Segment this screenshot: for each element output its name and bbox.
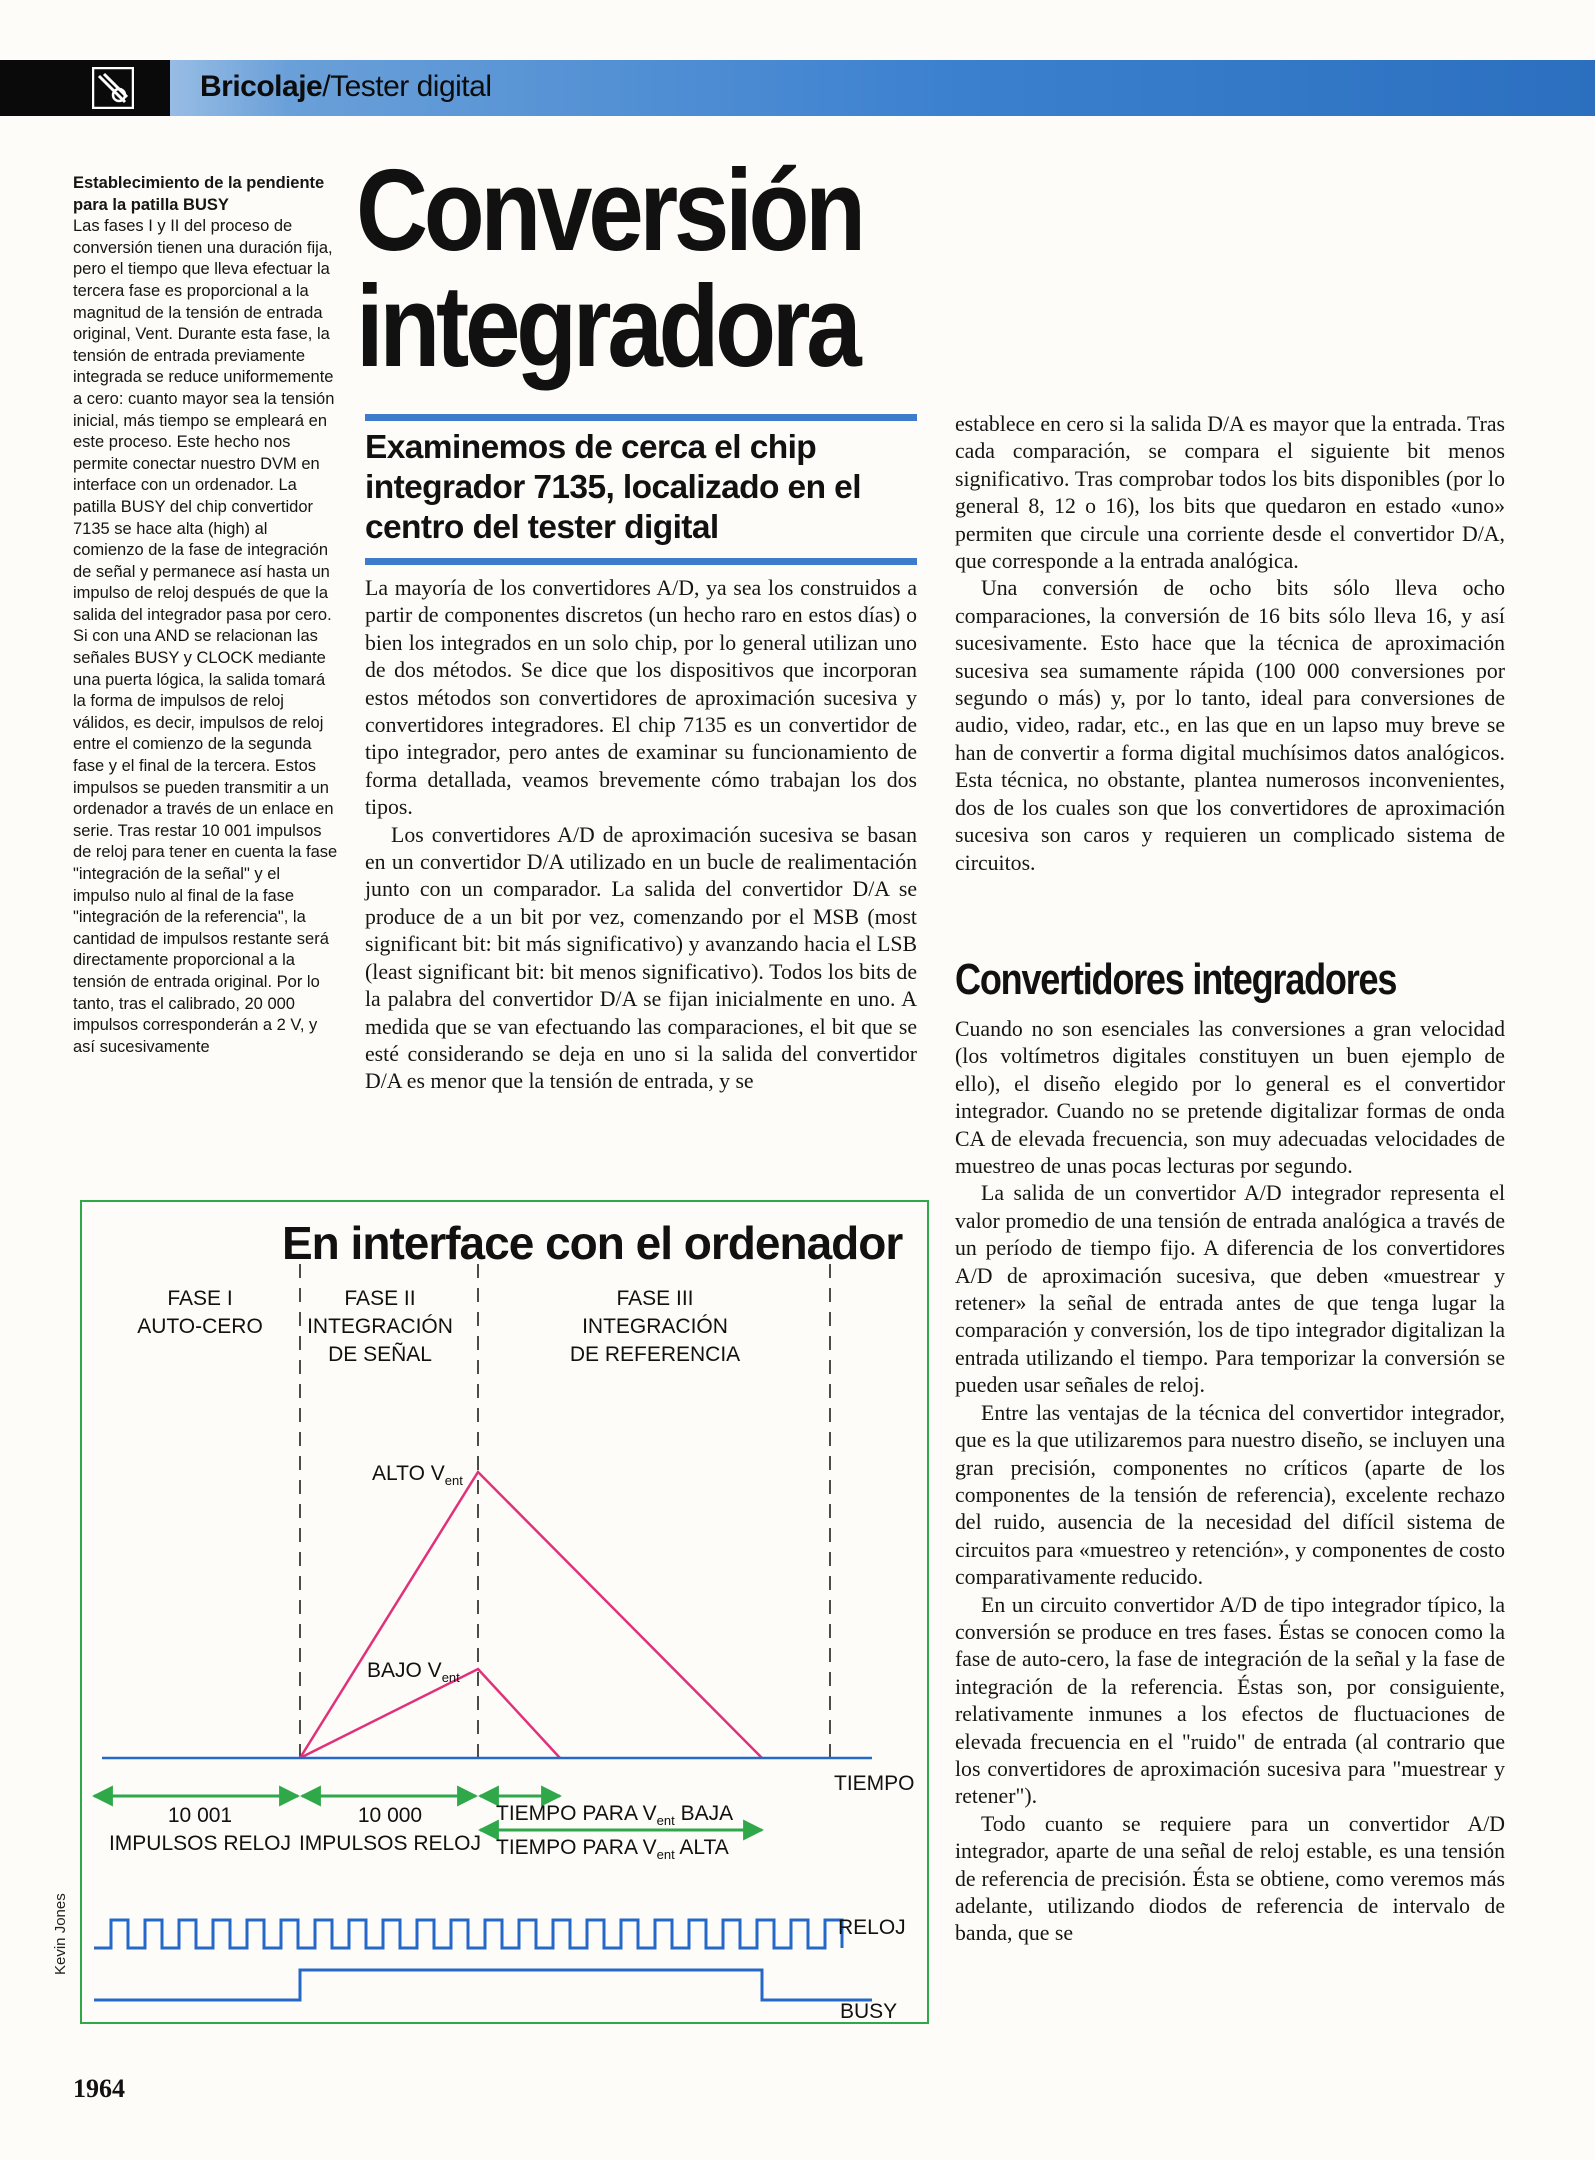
high-input-ramp <box>300 1472 762 1758</box>
section-title <box>200 70 491 104</box>
low-input-subscript: ent <box>441 1670 460 1685</box>
phase-3-sublabel-2: DE REFERENCIA <box>569 1343 741 1366</box>
autozero-pulse-count: 10 001 <box>167 1804 233 1827</box>
phase-2-label: FASE II <box>344 1287 416 1310</box>
low-time-label <box>496 1802 733 1828</box>
phase-1-label: FASE I <box>167 1287 233 1310</box>
paragraph: Una conversión de ocho bits sólo lleva ocho comparaciones, la conversión de 16 bits sólo lleva 16, y así sucesivamente. Esto hace que la técnica de aproximación sucesiva sea sumamente rápida (100 000 conversiones por segundo o más) y, por lo tanto, ideal para conversiones de audio, video, radar, etc., en las que en un lapso muy breve se han de convertir a forma digital muchísimos datos analógicos. Esta técnica, no obstante, plantea numerosos inconvenientes, dos de los cuales son que los convertidores de aproximación sucesiva son caros y requieren un complicado sistema de circuitos. <box>955 576 1505 875</box>
section-header-band <box>0 60 1595 116</box>
timing-diagram-figure <box>80 1200 929 2024</box>
paragraph: En un circuito convertidor A/D de tipo integrador típico, la conversión se produce en tres fases. Éstas se conocen como la fase de auto-cero, la fase de integración de la señal y la fase de integración de la referencia. Éstas son, por consiguiente, relativamente inmunes a los efectos de fluctuaciones de elevada frecuencia en el "ruido" de entrada (al contrario que los convertidores de aproximación sucesiva para "muestrear y retener"). <box>955 1592 1505 1809</box>
phase-3-sublabel: INTEGRACIÓN <box>582 1315 728 1338</box>
subtitle-top-rule <box>365 414 917 421</box>
phase-2-sublabel-2: DE SEÑAL <box>328 1343 432 1366</box>
paragraph: Todo cuanto se requiere para un convertidor A/D integrador, aparte de una señal de reloj estable, es una tensión de referencia de precisión. Ésta se obtiene, como veremos más adelante, utilizando diodos de referencia de intervalo de banda, que se <box>955 1811 1505 1946</box>
busy-waveform <box>94 1970 872 2000</box>
low-input-label <box>367 1659 460 1685</box>
page-number: 1964 <box>73 2074 125 2103</box>
clock-waveform <box>94 1920 842 1948</box>
phase-1-sublabel: AUTO-CERO <box>137 1315 263 1338</box>
sidebar-caption-body: Las fases I y II del proceso de conversión tienen una duración fija, pero el tiempo que lleva efectuar la tercera fase es proporcional a la magnitud de la tensión de entrada original, Vent. Durante esta fase, la tensión de entrada previamente integrada se reduce uniformemente a cero: cuanto mayor sea la tensión inicial, más tiempo se empleará en este proceso. Este hecho nos permite conectar nuestro DVM en interface con un ordenador. La patilla BUSY del chip convertidor 7135 se hace alta (high) al comienzo de la fase de integración de señal y permanece así hasta un impulso de reloj después de que la salida del integrador pasa por cero. Si con una AND se relacionan las señales BUSY y CLOCK mediante una puerta lógica, la salida tomará la forma de impulsos de reloj válidos, es decir, impulsos de reloj entre el comienzo de la segunda fase y el final de la tercera. Estos impulsos se pueden transmitir a un ordenador a través de un enlace en serie. Tras restar 10 001 impulsos de reloj para tener en cuenta la fase "integración de la señal" y el impulso nulo al final de la fase "integración de la referencia", la cantidad de impulsos restante será directamente proporcional a la tensión de entrada original. Por lo tanto, tras el calibrado, 20 000 impulsos corresponderán a 2 V, y así sucesivamente <box>73 217 338 1056</box>
tool-logo-icon <box>92 67 134 109</box>
body-column-2-top <box>955 411 1505 877</box>
paragraph: Los convertidores A/D de aproximación sucesiva se basan en un convertidor D/A utilizado en un bucle de realimentación junto con un comparador. La salida del convertidor D/A se produce de a un bit por vez, comenzando por el MSB (most significant bit: bit más significativo) y avanzando hacia el LSB (least significant bit: bit menos significativo). Todos los bits de la palabra del convertidor D/A se fijan inicialmente en uno. A medida que se van efectuando las comparaciones, el bit que se esté considerando se deja en uno si la salida del convertidor D/A es menor que la tensión de entrada, y se <box>365 822 917 1094</box>
paragraph: La salida de un convertidor A/D integrador representa el valor promedio de una tensión de entrada analógica a través de un período de tiempo fijo. A diferencia de los convertidores A/D de aproximación sucesiva, que deben «muestrear y retener» la señal de entrada antes de que tenga lugar la comparación y conversión, los de tipo integrador digitalizan la entrada utilizando el tiempo. Para temporizar la conversión se pueden usar señales de reloj. <box>955 1181 1505 1398</box>
autozero-pulse-unit: IMPULSOS RELOJ <box>108 1832 292 1855</box>
section-heading: Convertidores integradores <box>955 955 1397 1004</box>
subtitle-bottom-rule <box>365 558 917 565</box>
time-axis-label: TIEMPO <box>834 1772 915 1795</box>
article-title-line-2: integradora <box>356 261 858 391</box>
timing-diagram <box>82 1202 927 2022</box>
busy-label: BUSY <box>840 2000 898 2022</box>
article-title <box>356 145 906 391</box>
high-time-subscript: ent <box>656 1847 675 1862</box>
low-input-ramp <box>300 1669 560 1758</box>
low-time-subscript: ent <box>656 1813 675 1828</box>
body-column-2-bottom <box>955 1016 1505 1948</box>
phase-3-label: FASE III <box>616 1287 694 1310</box>
high-time-suffix: ALTA <box>674 1836 729 1859</box>
section-name-bold: Bricolaje <box>200 70 323 103</box>
high-time-label-text: TIEMPO PARA V <box>496 1836 657 1859</box>
section-name-rest: /Tester digital <box>322 70 492 103</box>
clock-label: RELOJ <box>838 1916 906 1939</box>
signal-pulse-count: 10 000 <box>357 1804 423 1827</box>
low-input-label-text: BAJO V <box>367 1659 442 1682</box>
low-time-suffix: BAJA <box>674 1802 734 1825</box>
paragraph: La mayoría de los convertidores A/D, ya sea los construidos a partir de componentes discretos (un hecho raro en estos días) o bien los integrados en un solo chip, por lo general utilizan uno de dos métodos. Se dice que los dispositivos que incorporan estos métodos son convertidores de aproximación sucesiva y convertidores integradores. El chip 7135 es un convertidor de tipo integrador, pero antes de examinar su funcionamiento de forma detallada, veamos brevemente cómo trabajan los dos tipos. <box>365 576 917 820</box>
paragraph: establece en cero si la salida D/A es mayor que la entrada. Tras cada comparación, se compara el siguiente bit menos significativo. Tras comprobar todos los bits disponibles (por lo general 8, 12 o 16), los bits que quedaron en estado «uno» permiten que circule una corriente desde el convertidor D/A, que corresponde a la entrada analógica. <box>955 412 1505 574</box>
article-subtitle: Examinemos de cerca el chip integrador 7135, localizado en el centro del tester digital <box>365 429 861 546</box>
header-logo-box <box>0 60 170 116</box>
paragraph: Cuando no son esenciales las conversiones a gran velocidad (los voltímetros digitales constituyen un buen ejemplo de ello), el diseño elegido por lo general es el convertidor integrador. Cuando no se pretende digitalizar formas de onda CA de elevada frecuencia, son muy adecuadas velocidades de muestreo de unas pocas lecturas por segundo. <box>955 1017 1505 1179</box>
body-column-1 <box>365 575 917 1096</box>
figure-title: En interface con el ordenador <box>282 1217 903 1269</box>
signal-pulse-unit: IMPULSOS RELOJ <box>298 1832 482 1855</box>
high-input-label <box>372 1462 463 1488</box>
high-input-subscript: ent <box>444 1473 463 1488</box>
phase-2-sublabel: INTEGRACIÓN <box>307 1315 453 1338</box>
high-input-label-text: ALTO V <box>372 1462 445 1485</box>
sidebar-caption-title: Establecimiento de la pendiente para la patilla BUSY <box>73 174 325 214</box>
low-time-label-text: TIEMPO PARA V <box>496 1802 657 1825</box>
high-time-label <box>496 1836 729 1862</box>
paragraph: Entre las ventajas de la técnica del convertidor integrador, que es la que utilizaremos para nuestro diseño, se incluyen una gran precisión, componentes no críticos (aparte de los componentes de la tensión de referencia), excelente rechazo del ruido, ausencia de la necesidad del difícil sistema de circuitos para «muestreo y retención», y componentes de costo comparativamente reducido. <box>955 1400 1505 1590</box>
sidebar-caption <box>73 173 338 1058</box>
illustrator-credit: Kevin Jones <box>52 1893 69 1975</box>
article-title-line-1: Conversión <box>356 145 862 275</box>
